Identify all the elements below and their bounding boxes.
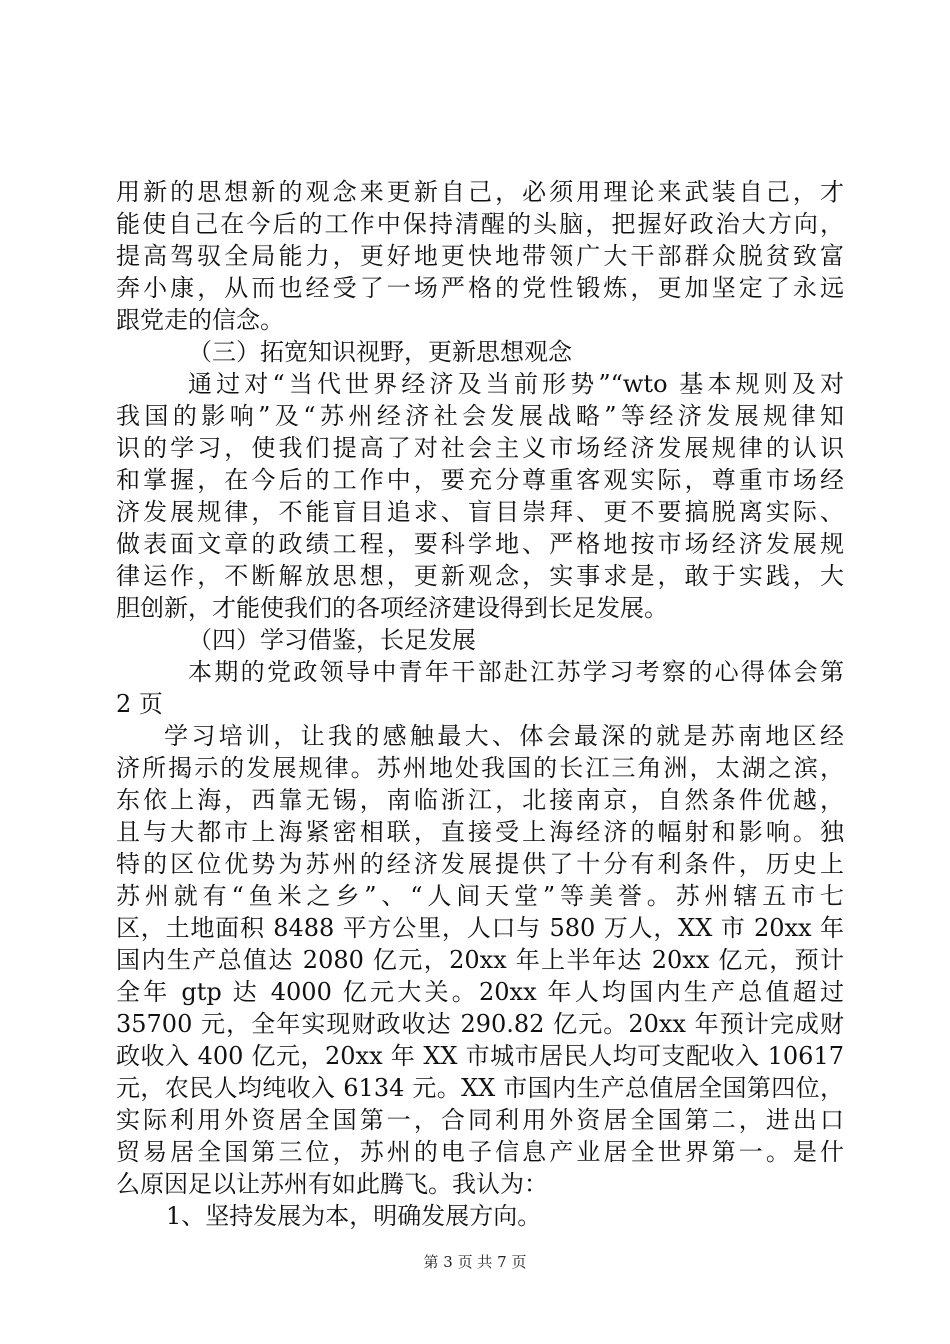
text-line: 东依上海，西靠无锡，南临浙江，北接南京，自然条件优越， xyxy=(116,786,844,814)
text-line: 律运作，不断解放思想，更新观念，实事求是，敢于实践，大 xyxy=(116,562,844,590)
text-line: 和掌握，在今后的工作中，要充分尊重客观实际，尊重市场经 xyxy=(116,466,844,494)
page-number-label: 第 3 页 共 7 页 xyxy=(423,1253,527,1271)
numbered-heading: 1、坚持发展为本，明确发展方向。 xyxy=(166,1202,542,1230)
text-line: 识的学习，使我们提高了对社会主义市场经济发展规律的认识 xyxy=(116,434,844,462)
text-line: 元，农民人均纯收入 6134 元。XX 市国内生产总值居全国第四位， xyxy=(116,1074,844,1102)
text-line: 2 页 xyxy=(116,690,163,718)
text-line: 学习培训，让我的感触最大、体会最深的就是苏南地区经 xyxy=(164,722,844,750)
text-line: 贸易居全国第三位，苏州的电子信息产业居全世界第一。是什 xyxy=(116,1138,844,1166)
text-line: 全年 gtp 达 4000 亿元大关。20xx 年人均国内生产总值超过 xyxy=(116,978,844,1006)
text-line: 实际利用外资居全国第一，合同利用外资居全国第二，进出口 xyxy=(116,1106,844,1134)
document-body xyxy=(116,176,844,1232)
text-line: 能使自己在今后的工作中保持清醒的头脑，把握好政治大方向， xyxy=(116,210,844,238)
section-heading: （三）拓宽知识视野，更新思想观念 xyxy=(188,338,572,366)
text-line: 用新的思想新的观念来更新自己，必须用理论来武装自己，才 xyxy=(116,178,844,206)
text-line: 我国的影响”及“苏州经济社会发展战略”等经济发展规律知 xyxy=(116,402,844,430)
text-line: 奔小康，从而也经受了一场严格的党性锻炼，更加坚定了永远 xyxy=(116,274,844,302)
text-line: 国内生产总值达 2080 亿元，20xx 年上半年达 20xx 亿元，预计 xyxy=(116,946,844,974)
section-heading: （四）学习借鉴，长足发展 xyxy=(188,626,476,654)
text-line: 做表面文章的政绩工程，要科学地、严格地按市场经济发展规 xyxy=(116,530,844,558)
text-line: 跟党走的信念。 xyxy=(116,306,284,334)
text-line: 么原因足以让苏州有如此腾飞。我认为： xyxy=(116,1170,548,1198)
text-line: 提高驾驭全局能力，更好地更快地带领广大干部群众脱贫致富 xyxy=(116,242,844,270)
text-line: 政收入 400 亿元，20xx 年 XX 市城市居民人均可支配收入 10617 xyxy=(116,1042,844,1070)
text-line: 通过对“当代世界经济及当前形势”“wto 基本规则及对 xyxy=(188,370,844,398)
text-line: 特的区位优势为苏州的经济发展提供了十分有利条件，历史上 xyxy=(116,850,844,878)
text-line: 区，土地面积 8488 平方公里，人口与 580 万人，XX 市 20xx 年 xyxy=(116,914,844,942)
text-line: 济所揭示的发展规律。苏州地处我国的长江三角洲，太湖之滨， xyxy=(116,754,844,782)
text-line: 35700 元，全年实现财政收达 290.82 亿元。20xx 年预计完成财 xyxy=(116,1010,844,1038)
page-footer xyxy=(0,1252,950,1272)
text-line: 且与大都市上海紧密相联，直接受上海经济的幅射和影响。独 xyxy=(116,818,844,846)
text-line: 苏州就有“鱼米之乡”、“人间天堂”等美誉。苏州辖五市七 xyxy=(116,882,844,910)
text-line: 胆创新，才能使我们的各项经济建设得到长足发展。 xyxy=(116,594,668,622)
text-line: 济发展规律，不能盲目追求、盲目崇拜、更不要搞脱离实际、 xyxy=(116,498,844,526)
text-line: 本期的党政领导中青年干部赴江苏学习考察的心得体会第 xyxy=(188,658,844,686)
